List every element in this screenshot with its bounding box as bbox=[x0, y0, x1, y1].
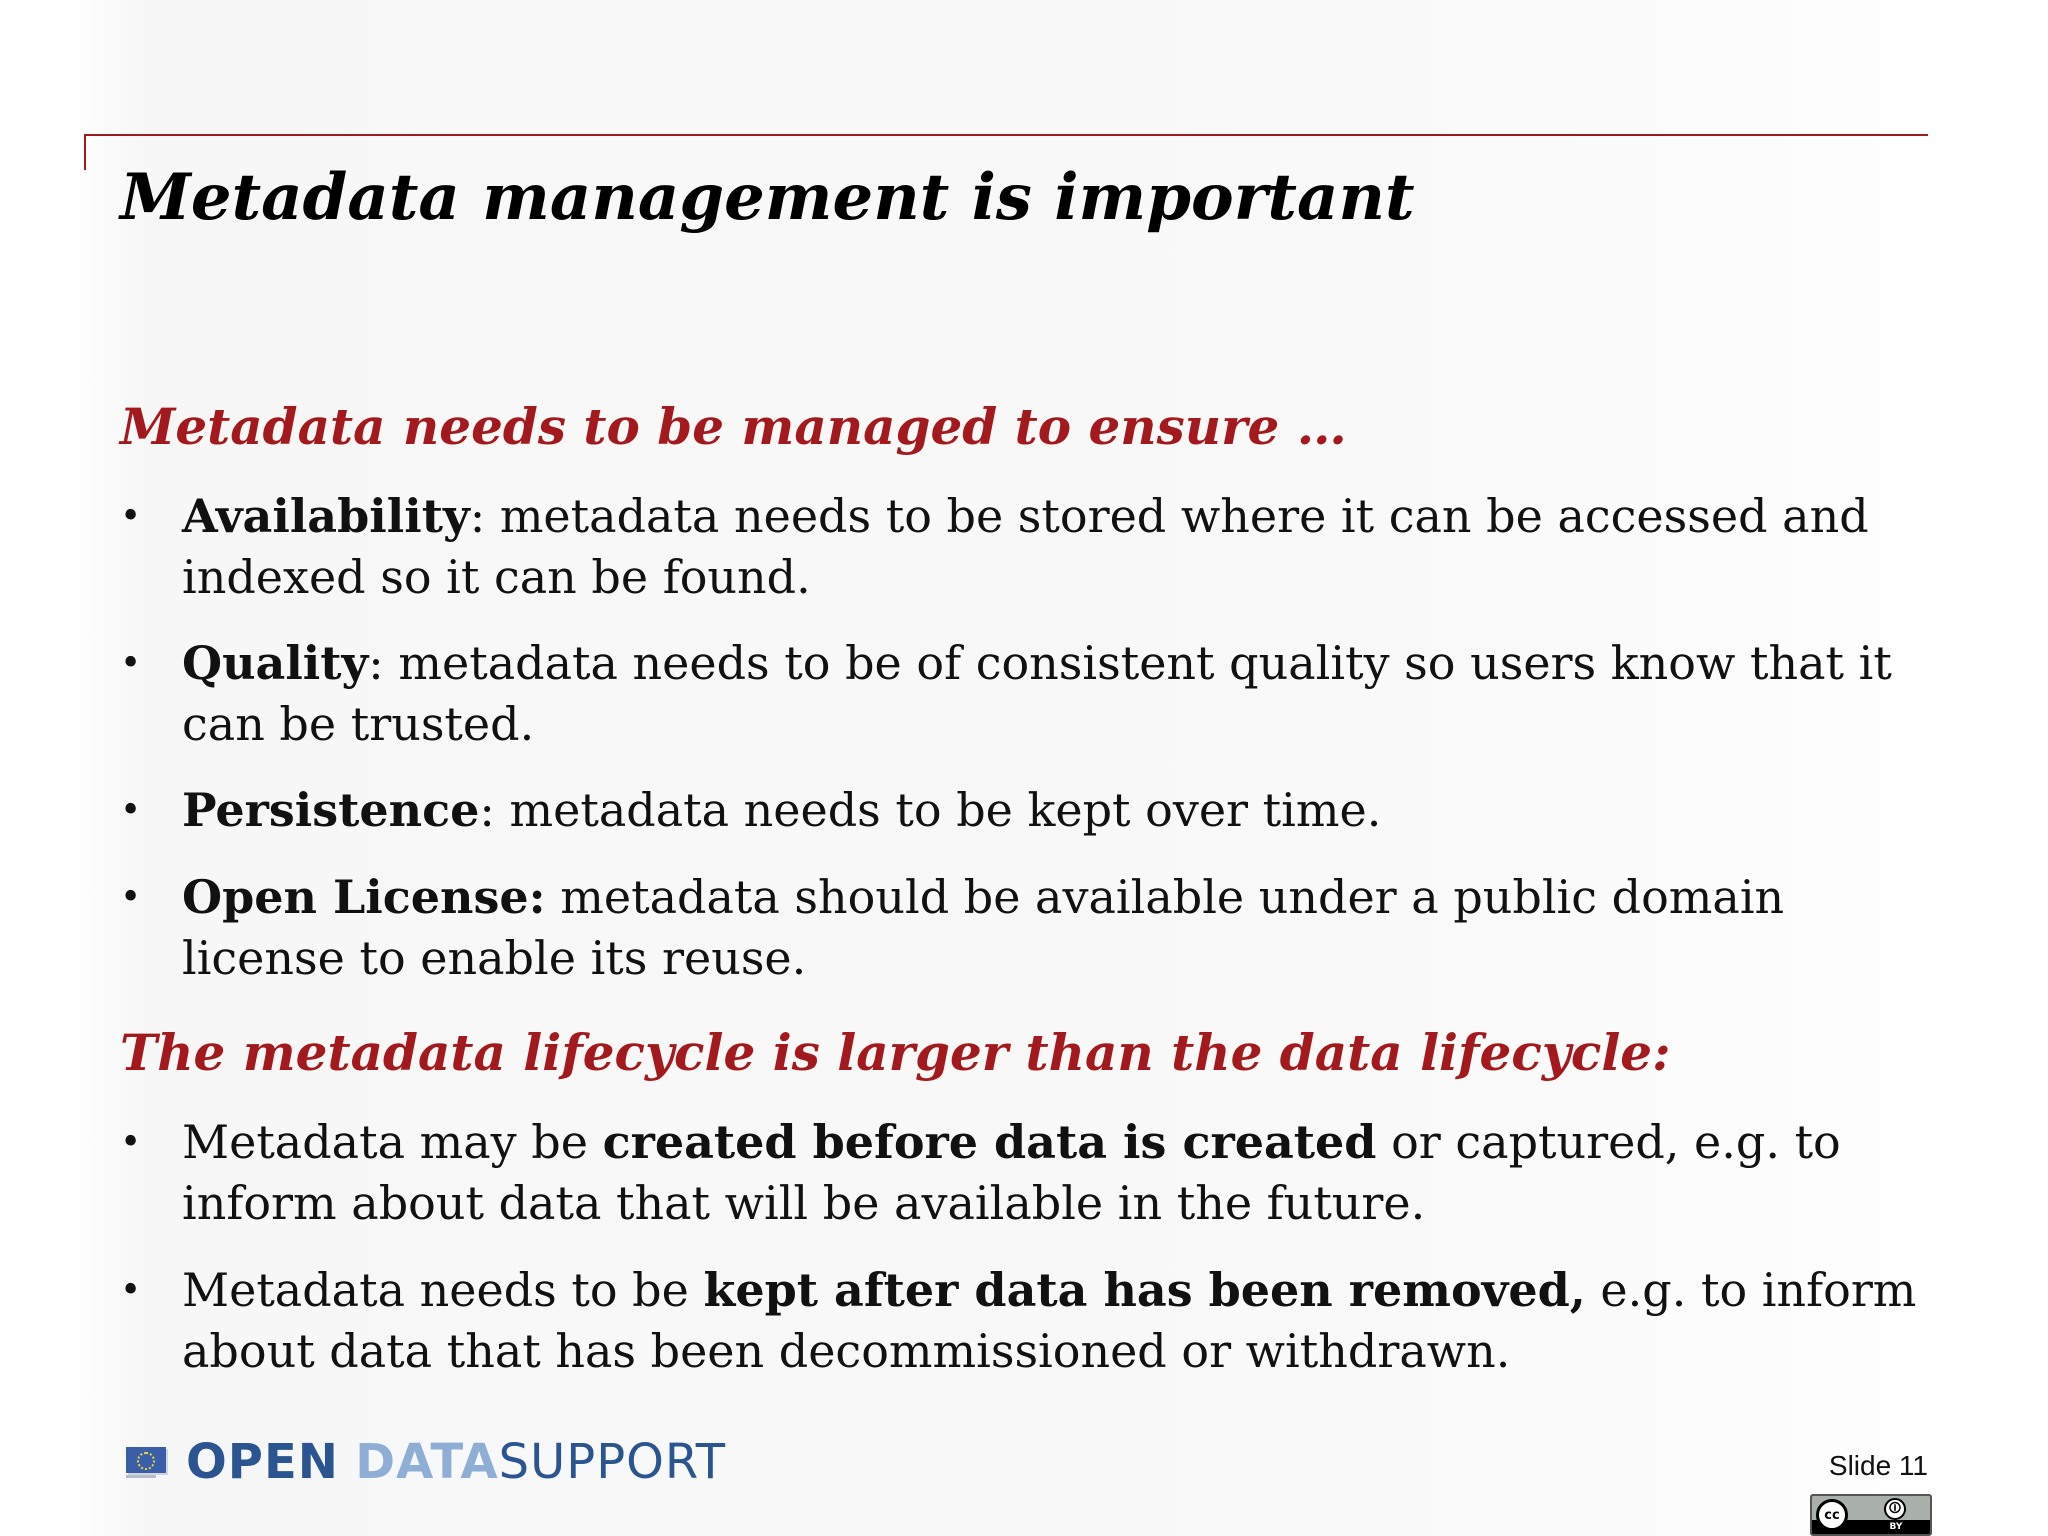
bullet-term: Availability bbox=[182, 489, 470, 543]
bullet-separator: : bbox=[479, 783, 510, 837]
bullet-dot: • bbox=[120, 790, 142, 831]
eu-flag-icon bbox=[120, 1443, 172, 1481]
bullet-separator: : bbox=[469, 489, 500, 543]
bullet-dot: • bbox=[120, 877, 142, 918]
bullet-quality bbox=[120, 633, 1940, 755]
logo-support: SUPPORT bbox=[498, 1434, 727, 1490]
ensure-bullet-list bbox=[120, 486, 1940, 989]
by-label: BY bbox=[1889, 1522, 1903, 1532]
bullet-separator: : bbox=[368, 636, 399, 690]
bullet-text: metadata needs to be of consistent quality so users know that it can be trusted. bbox=[182, 636, 1892, 751]
bullet-persistence bbox=[120, 780, 1940, 841]
bullet-open-license bbox=[120, 867, 1940, 989]
bullet-text-pre: Metadata may be bbox=[182, 1115, 603, 1169]
bullet-text: metadata needs to be stored where it can be accessed and indexed so it can be found. bbox=[182, 489, 1869, 604]
title-rule-tick bbox=[84, 134, 86, 170]
heading-pre: The metadata lifecycle is bbox=[120, 1023, 838, 1082]
heading-emphasis: larger bbox=[837, 1023, 1009, 1082]
title-rule bbox=[84, 134, 1928, 136]
slide-number: Slide 11 bbox=[1828, 1450, 1928, 1481]
attribution-person-icon: 🛈 bbox=[1884, 1498, 1906, 1520]
bullet-term: Persistence bbox=[182, 783, 480, 837]
bullet-created-before bbox=[120, 1112, 1940, 1234]
bullet-text: metadata should be available under a public domain license to enable its reuse. bbox=[182, 870, 1785, 985]
bullet-text-post: e.g. to inform about data that has been decommissioned or withdrawn. bbox=[182, 1263, 1917, 1378]
bullet-dot: • bbox=[120, 1122, 142, 1163]
logo-open: OPEN bbox=[186, 1434, 339, 1490]
bullet-text-bold: kept after data has been removed, bbox=[703, 1263, 1586, 1317]
bullet-dot: • bbox=[120, 496, 142, 537]
section-heading-ensure: Metadata needs to be managed to ensure … bbox=[120, 397, 1347, 456]
section-heading-lifecycle bbox=[120, 1018, 1900, 1088]
open-data-support-logo bbox=[120, 1432, 726, 1492]
bullet-dot: • bbox=[120, 1270, 142, 1311]
bullet-availability bbox=[120, 486, 1940, 608]
bullet-text-pre: Metadata needs to be bbox=[182, 1263, 704, 1317]
bullet-text-bold: created before data is created bbox=[602, 1115, 1377, 1169]
bullet-text: metadata needs to be kept over time. bbox=[509, 783, 1382, 837]
cc-icon: cc bbox=[1816, 1499, 1848, 1531]
logo-data: DATA bbox=[355, 1434, 499, 1490]
bullet-dot: • bbox=[120, 643, 142, 684]
creative-commons-by-icon bbox=[1810, 1494, 1932, 1536]
bullet-term: Quality bbox=[182, 636, 369, 690]
bullet-text-post: or captured, e.g. to inform about data that will be available in the future. bbox=[182, 1115, 1841, 1230]
logo-wordmark bbox=[186, 1432, 726, 1492]
slide-title: Metadata management is important bbox=[120, 160, 1415, 235]
lifecycle-bullet-list bbox=[120, 1112, 1940, 1382]
bullet-kept-after bbox=[120, 1260, 1940, 1382]
bullet-separator bbox=[546, 870, 561, 924]
bullet-term: Open License: bbox=[182, 870, 546, 924]
heading-post: than the data lifecycle: bbox=[1008, 1023, 1671, 1082]
